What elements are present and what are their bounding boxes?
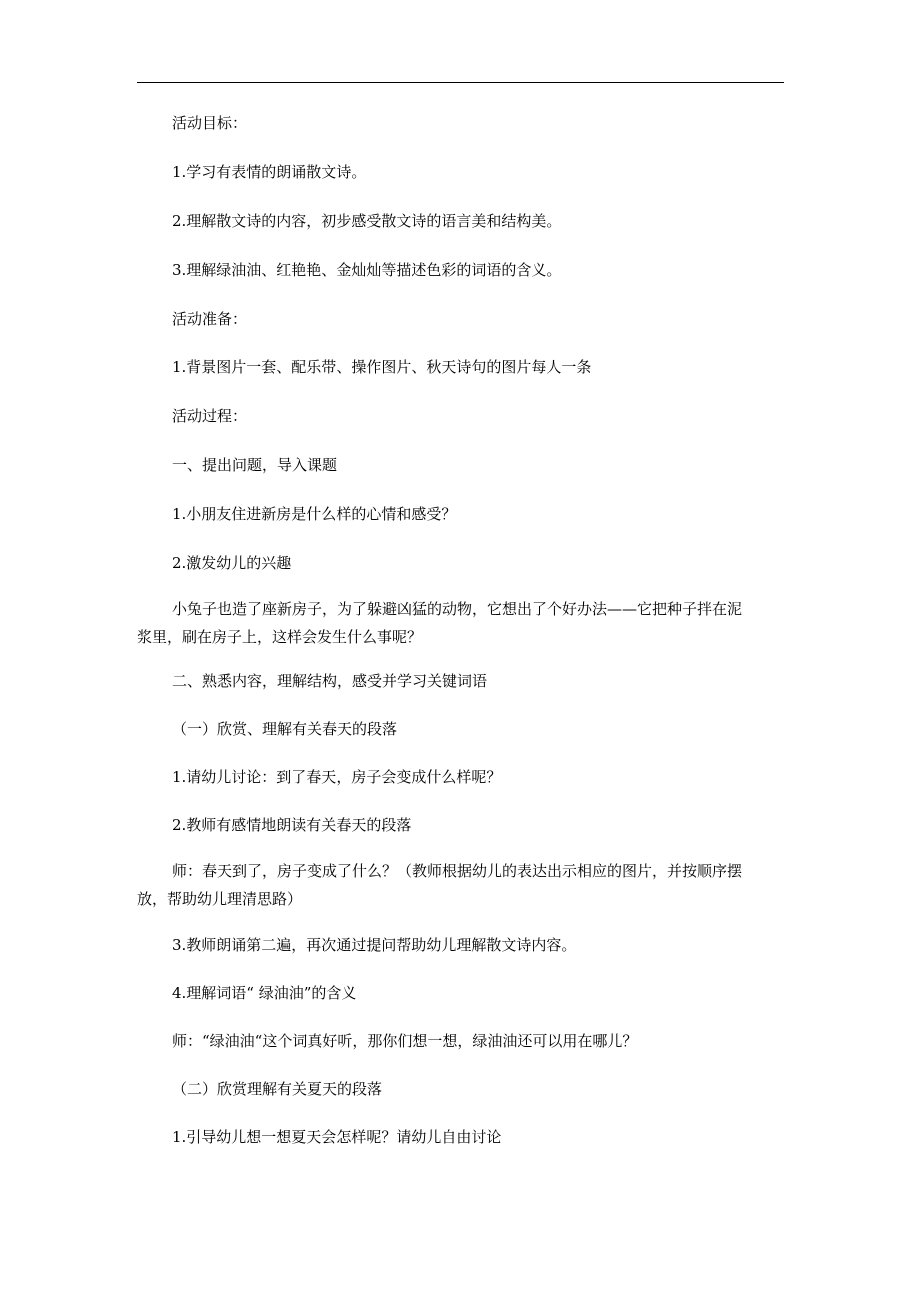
spring-item-2: 2.教师有感情地朗读有关春天的段落 [172, 816, 412, 834]
section-2-heading: 二、熟悉内容，理解结构，感受并学习关键词语 [172, 672, 488, 690]
process-item-2: 2.激发幼儿的兴趣 [172, 554, 292, 572]
teacher-paragraph [137, 861, 784, 909]
teacher-paragraph-line-2: 放，帮助幼儿理清思路） [137, 890, 303, 908]
goal-item-1: 1.学习有表情的朗诵散文诗。 [172, 163, 367, 181]
rabbit-paragraph [137, 599, 784, 647]
teacher-paragraph-line-1: 师：春天到了，房子变成了什么？（教师根据幼儿的表达出示相应的图片，并按顺序摆 [172, 862, 743, 880]
spring-item-1: 1.请幼儿讨论：到了春天，房子会变成什么样呢？ [172, 768, 502, 786]
heading-activity-goals: 活动目标： [172, 114, 248, 132]
summer-item-1: 1.引导幼儿想一想夏天会怎样呢？请幼儿自由讨论 [172, 1128, 502, 1146]
header-rule [137, 82, 784, 83]
section-1-heading: 一、提出问题，导入课题 [172, 456, 338, 474]
heading-activity-preparation: 活动准备： [172, 310, 248, 328]
rabbit-paragraph-line-2: 浆里，刷在房子上，这样会发生什么事呢？ [137, 628, 423, 646]
teacher-question: 师：“绿油油“这个词真好听，那你们想一想，绿油油还可以用在哪儿？ [172, 1032, 638, 1050]
spring-item-4: 4.理解词语“ 绿油油”的含义 [172, 984, 357, 1002]
heading-activity-process: 活动过程： [172, 407, 248, 425]
goal-item-2: 2.理解散文诗的内容，初步感受散文诗的语言美和结构美。 [172, 212, 562, 230]
subsection-summer-heading: （二）欣赏理解有关夏天的段落 [172, 1080, 383, 1098]
rabbit-paragraph-line-1: 小兔子也造了座新房子，为了躲避凶猛的动物，它想出了个好办法——它把种子拌在泥 [172, 600, 743, 618]
spring-item-3: 3.教师朗诵第二遍，再次通过提问帮助幼儿理解散文诗内容。 [172, 936, 577, 954]
goal-item-3: 3.理解绿油油、红艳艳、金灿灿等描述色彩的词语的含义。 [172, 261, 562, 279]
process-item-1: 1.小朋友住进新房是什么样的心情和感受？ [172, 505, 457, 523]
preparation-item-1: 1.背景图片一套、配乐带、操作图片、秋天诗句的图片每人一条 [172, 358, 592, 376]
subsection-spring-heading: （一）欣赏、理解有关春天的段落 [172, 720, 398, 738]
